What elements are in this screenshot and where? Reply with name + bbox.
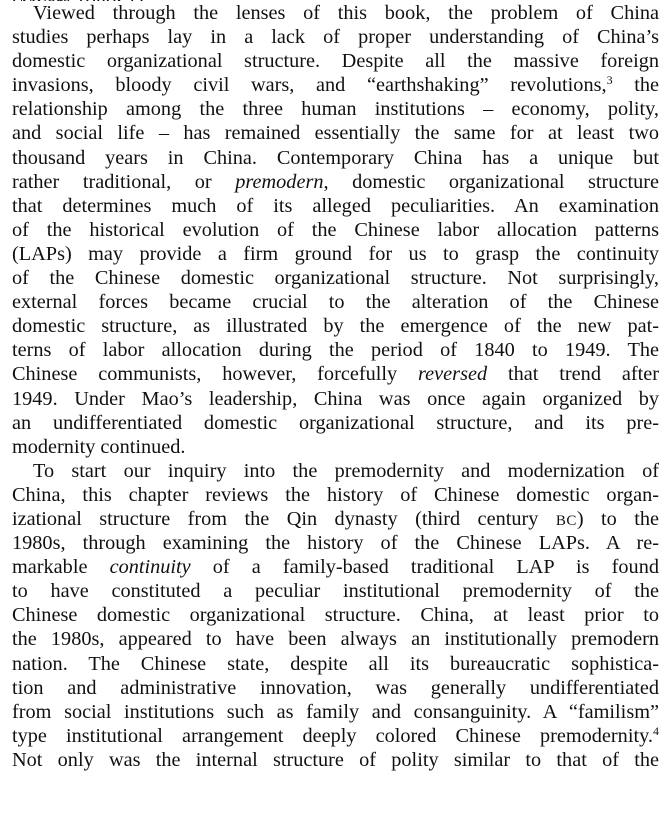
text-line: domestic organizational structure. Despite all the massive foreign — [12, 50, 659, 73]
text-line: 1980s, through examining the history of the Chinese LAPs. A re- — [12, 532, 659, 555]
text-line: Not only was the internal structure of polity similar to that of the — [12, 748, 659, 771]
footnote-ref: 4 — [653, 723, 659, 738]
small-caps-run: BC — [555, 512, 577, 529]
text-line: external forces became crucial to the alteration of the Chinese — [12, 291, 659, 314]
text-line: to have constituted a peculiar institutional premodernity of the — [12, 580, 659, 603]
text-line: the 1980s, appeared to have been always an institutionally premodern — [12, 628, 659, 651]
text-line: relationship among the three human institutions – economy, polity, — [12, 98, 659, 121]
text-run: invasions, bloody civil wars, and “earthshaking” revolutions, — [12, 74, 607, 97]
text-line: 1949. Under Mao’s leadership, China was once again organized by — [12, 387, 659, 410]
text-run: ) to the — [576, 507, 659, 530]
text-run: the — [612, 74, 659, 97]
text-line: thousand years in China. Contemporary China has a unique but — [12, 146, 659, 169]
text-line: studies perhaps lay in a lack of proper understanding of China’s — [12, 26, 659, 49]
text-line — [0, 73, 667, 97]
text-line — [0, 555, 667, 579]
text-run: , domestic organizational structure — [323, 170, 659, 193]
text-line: domestic structure, as illustrated by the emergence of the new pat- — [12, 315, 659, 338]
text-line: (LAPs) may provide a firm ground for us to grasp the continuity — [12, 242, 659, 265]
text-line — [0, 724, 667, 748]
text-run: markable — [12, 556, 110, 579]
text-line: nation. The Chinese state, despite all its bureaucratic sophistica- — [12, 652, 659, 675]
text-line: of the historical evolution of the Chinese labor allocation patterns — [12, 218, 659, 241]
text-line — [0, 507, 667, 531]
italic-run: premodern — [235, 170, 324, 193]
text-line: of the Chinese domestic organizational structure. Not surprisingly, — [12, 267, 659, 290]
text-line: Viewed through the lenses of this book, the problem of China — [33, 2, 659, 24]
text-line: To start our inquiry into the premodernity and modernization of — [33, 459, 659, 482]
text-line: and social life – has remained essentially the same for at least two — [12, 122, 659, 145]
text-run: rather traditional, or — [12, 170, 236, 193]
italic-run: reversed — [418, 363, 488, 386]
text-run: type institutional arrangement deeply colored Chinese premodernity. — [12, 724, 653, 747]
footnote-ref: 3 — [606, 73, 613, 88]
italic-run: continuity — [109, 556, 191, 579]
text-line: an undifferentiated domestic organizational structure, and its pre- — [12, 411, 659, 434]
text-line: China, this chapter reviews the history of Chinese domestic organ- — [12, 483, 659, 506]
paragraph-2 — [0, 459, 667, 772]
text-run: that trend after — [487, 363, 659, 386]
text-run: Chinese communists, however, forcefully — [12, 363, 419, 386]
text-run: of a family-based traditional LAP is found — [190, 556, 659, 579]
text-run: izational structure from the Qin dynasty (third century — [12, 507, 556, 530]
paragraph-1 — [0, 1, 667, 459]
text-line: terns of labor allocation during the period of 1840 to 1949. The — [12, 339, 659, 362]
text-line — [0, 362, 667, 386]
text-line: that determines much of its alleged peculiarities. An examination — [12, 194, 659, 217]
text-line — [0, 170, 667, 194]
text-line: from social institutions such as family and consanguinity. A “familism” — [12, 700, 659, 723]
text-line: Chinese domestic organizational structure. China, at least prior to — [12, 604, 659, 627]
text-line: tion and administrative innovation, was generally undifferentiated — [12, 676, 659, 699]
text-line: modernity continued. — [12, 435, 186, 458]
